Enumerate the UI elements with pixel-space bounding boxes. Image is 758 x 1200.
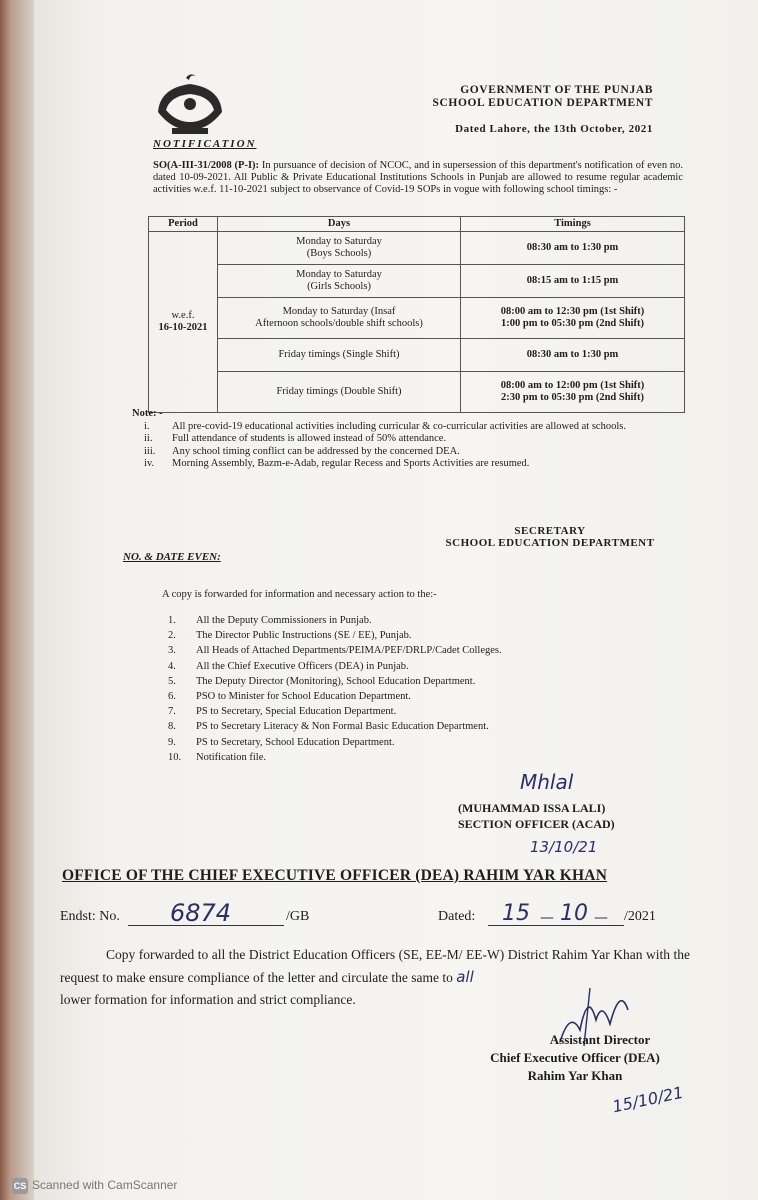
days-line: Monday to Saturday — [296, 269, 382, 280]
secretary-signature-block — [420, 525, 680, 549]
item-number: 8. — [168, 721, 176, 733]
item-text: Notification file. — [196, 751, 266, 763]
days-line: Friday timings (Single Shift) — [278, 349, 400, 360]
days-line: Monday to Saturday — [296, 236, 382, 247]
note-text: Full attendance of students is allowed instead of 50% attendance. — [172, 433, 447, 444]
timing-line: 08:15 am to 1:15 pm — [526, 275, 619, 286]
days-cell — [218, 298, 461, 339]
days-cell — [218, 265, 461, 298]
footer-text: Scanned with CamScanner — [32, 1178, 178, 1193]
header-date: Dated Lahore, the 13th October, 2021 — [455, 123, 653, 135]
timings-cell — [461, 232, 685, 265]
notes-label: Note: - — [132, 408, 163, 419]
item-number: 3. — [168, 645, 176, 657]
timings-cell — [461, 298, 685, 339]
note-number: ii. — [144, 433, 153, 444]
copy-recipients-list — [168, 613, 608, 765]
item-number: 7. — [168, 706, 176, 718]
item-text: PS to Secretary, School Education Department. — [196, 736, 395, 748]
dated-day: 15 — [502, 901, 530, 926]
item-text: The Deputy Director (Monitoring), School Education Department. — [196, 675, 476, 687]
note-text: Morning Assembly, Bazm-e-Adab, regular Recess and Sports Activities are resumed. — [172, 458, 530, 469]
timing-line: 08:30 am to 1:30 pm — [526, 242, 619, 253]
days-line: Monday to Saturday (Insaf — [282, 306, 396, 317]
table-row — [149, 232, 685, 265]
forwarding-handwritten: all — [456, 968, 474, 986]
item-number: 9. — [168, 736, 176, 748]
list-item — [132, 446, 692, 459]
timings-cell — [461, 265, 685, 298]
section-officer-name: (MUHAMMAD ISSA LALI) — [458, 801, 606, 815]
timing-line: 2:30 pm to 05:30 pm (2nd Shift) — [501, 392, 644, 403]
days-cell — [218, 339, 461, 372]
table-row — [149, 265, 685, 298]
forwarding-text: Copy forwarded to all the District Education Officers (SE, EE-M/ EE-W) District Rahim Yar Khan with the request to make ensure compliance of the letter and circulate the same to — [60, 947, 690, 985]
item-text: PS to Secretary Literacy & Non Formal Basic Education Department. — [196, 721, 489, 733]
note-text: Any school timing conflict can be addressed by the concerned DEA. — [172, 445, 460, 457]
section-officer-signature: Mhlal — [520, 770, 574, 794]
days-cell — [218, 372, 461, 413]
school-timings-table — [148, 216, 685, 413]
dated-month: 10 — [560, 901, 588, 926]
period-cell — [149, 232, 218, 413]
note-text: All pre-covid-19 educational activities including curricular & co-curricular activities are allowed at schools. — [172, 420, 626, 432]
section-officer-date: 13/10/21 — [530, 838, 598, 856]
item-text: PSO to Minister for School Education Department. — [196, 691, 411, 703]
notes-section — [132, 408, 692, 471]
header-department: SCHOOL EDUCATION DEPARTMENT — [432, 97, 653, 109]
header-days: Days — [218, 217, 461, 232]
dea-office-title: OFFICE OF THE CHIEF EXECUTIVE OFFICER (DEA) RAHIM YAR KHAN — [62, 867, 608, 884]
timing-line: 08:00 am to 12:30 pm (1st Shift) — [500, 306, 645, 317]
days-cell — [218, 232, 461, 265]
list-item — [168, 613, 608, 628]
list-item — [168, 719, 608, 734]
endst-number: 6874 — [170, 899, 232, 927]
item-text: The Director Public Instructions (SE / EE), Punjab. — [196, 630, 412, 642]
list-item — [168, 735, 608, 750]
item-number: 4. — [168, 660, 176, 672]
list-item — [168, 674, 608, 689]
notification-label: NOTIFICATION — [153, 138, 257, 150]
scan-edge — [0, 0, 34, 1200]
days-line: Afternoon schools/double shift schools) — [255, 318, 423, 329]
table-row — [149, 298, 685, 339]
note-number: iv. — [144, 458, 155, 469]
table-header-row — [149, 217, 685, 232]
list-item — [132, 421, 692, 434]
timing-line: 08:00 am to 12:00 pm (1st Shift) — [500, 380, 645, 391]
period-wef: w.e.f. — [171, 310, 195, 321]
list-item — [168, 750, 608, 765]
timings-cell — [461, 372, 685, 413]
days-line: (Boys Schools) — [306, 248, 372, 259]
timings-cell — [461, 339, 685, 372]
endst-suffix: /GB — [286, 909, 310, 924]
date-dash-1: — — [540, 910, 554, 926]
note-number: iii. — [144, 445, 156, 457]
punjab-government-logo-icon — [148, 70, 232, 140]
endst-label: Endst: No. — [60, 909, 120, 924]
item-text: All the Deputy Commissioners in Punjab. — [196, 615, 372, 626]
header-government: GOVERNMENT OF THE PUNJAB — [460, 84, 653, 96]
list-item — [168, 704, 608, 719]
copy-intro: A copy is forwarded for information and necessary action to the:- — [162, 589, 437, 600]
item-text: All the Chief Executive Officers (DEA) in Punjab. — [196, 660, 409, 672]
timing-line: 08:30 am to 1:30 pm — [526, 349, 619, 360]
item-text: PS to Secretary, Special Education Department. — [196, 706, 397, 718]
item-number: 6. — [168, 691, 176, 703]
item-number: 5. — [168, 675, 176, 687]
date-dash-2: — — [594, 910, 608, 926]
camscanner-footer — [12, 1178, 177, 1194]
section-officer-title: SECTION OFFICER (ACAD) — [458, 817, 615, 831]
secretary-department: SCHOOL EDUCATION DEPARTMENT — [445, 537, 655, 549]
timing-line: 1:00 pm to 05:30 pm (2nd Shift) — [501, 318, 644, 329]
notification-paragraph — [153, 160, 683, 197]
dea-signature-block — [460, 1031, 690, 1085]
endorsement-line — [60, 899, 700, 933]
note-number: i. — [144, 420, 150, 432]
secretary-title: SECRETARY — [514, 525, 586, 537]
header-timings: Timings — [461, 217, 685, 232]
list-item — [132, 433, 692, 446]
sign-title: Assistant Director — [549, 1032, 651, 1047]
list-item — [132, 458, 692, 471]
header-period: Period — [149, 217, 218, 232]
dated-year: /2021 — [624, 909, 656, 924]
dea-sign-date: 15/10/21 — [610, 1082, 686, 1117]
item-number: 10. — [168, 751, 182, 763]
list-item — [168, 643, 608, 658]
notification-ref: SO(A-III-31/2008 (P-I): — [153, 160, 260, 171]
item-text: All Heads of Attached Departments/PEIMA/PEF/DRLP/Cadet Colleges. — [196, 645, 502, 657]
forwarding-text-end: lower formation for information and strict compliance. — [60, 992, 356, 1007]
table-row — [149, 339, 685, 372]
notification-text: In pursuance of decision of NCOC, and in supersession of this department's notification of even no. dated 10-09-2021. All Public & Private Educational Institutions Schools in Punjab are allowed to resume regular academic activities w.e.f. 11-10-2021 subject to observance of Covid-19 SOPs in vogue with following school timings: - — [153, 160, 683, 196]
days-line: (Girls Schools) — [307, 281, 371, 292]
period-date: 16-10-2021 — [158, 322, 208, 333]
copy-heading: NO. & DATE EVEN: — [123, 551, 221, 563]
sign-location: Rahim Yar Khan — [527, 1068, 623, 1083]
list-item — [168, 659, 608, 674]
sign-office: Chief Executive Officer (DEA) — [490, 1050, 660, 1065]
section-officer-block — [458, 800, 658, 832]
list-item — [168, 628, 608, 643]
item-number: 1. — [168, 615, 176, 626]
dated-label: Dated: — [438, 909, 476, 924]
item-number: 2. — [168, 630, 176, 642]
camscanner-logo-icon: CS — [12, 1178, 28, 1194]
table-row — [149, 372, 685, 413]
days-line: Friday timings (Double Shift) — [276, 386, 402, 397]
list-item — [168, 689, 608, 704]
